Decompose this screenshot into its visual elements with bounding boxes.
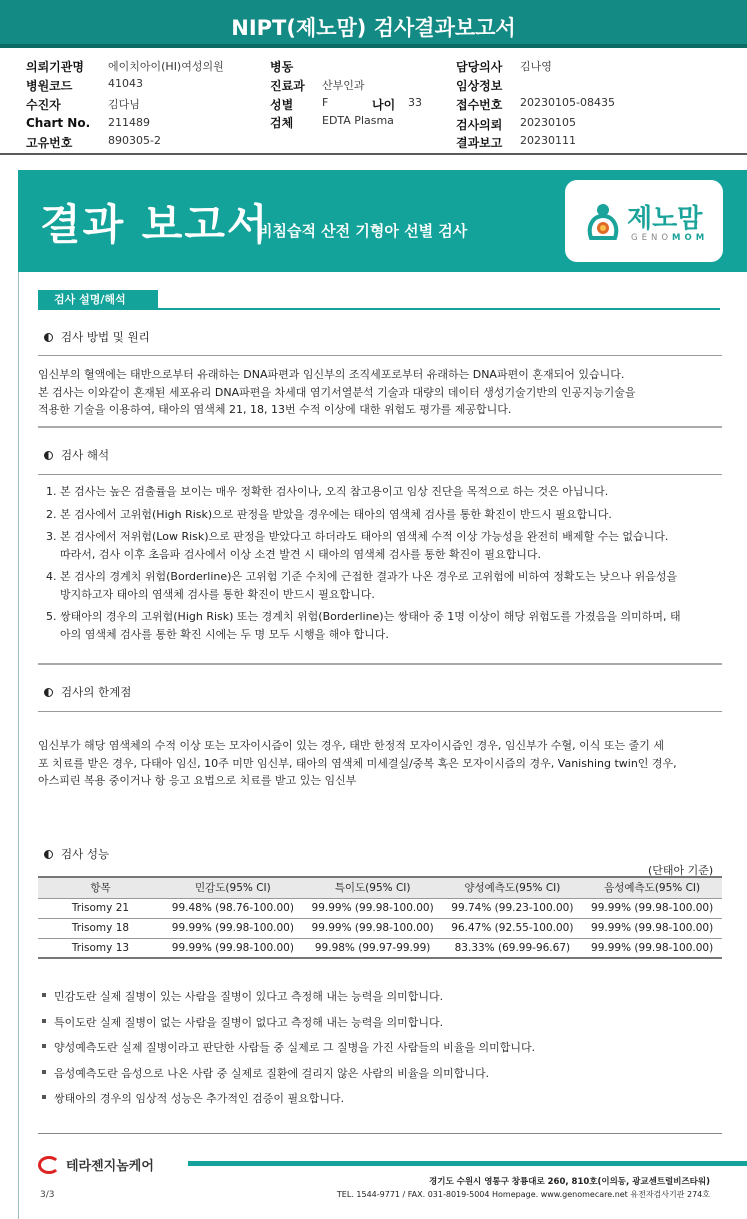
list-item: 양성예측도란 실제 질병이라고 판단한 사람들 중 실제로 그 질병을 가진 사람들의 비율을 의미합니다. bbox=[40, 1039, 720, 1065]
divider bbox=[0, 153, 747, 155]
column-header: 특이도(95% CI) bbox=[303, 877, 443, 898]
list-item: 민감도란 실제 질병이 있는 사람을 질병이 있다고 측정해 내는 능력을 의미합니다. bbox=[40, 988, 720, 1014]
banner-title: 결과 보고서 bbox=[40, 200, 270, 249]
divider bbox=[38, 474, 722, 475]
table-cell: 99.98% (99.97-99.99) bbox=[303, 938, 443, 958]
meta-value: 20230105 bbox=[520, 116, 576, 129]
limits-text: 임신부가 해당 염색체의 수적 이상 또는 모자이시즘이 있는 경우, 태반 한정적 모자이시즘인 경우, 임신부가 수혈, 이식 또는 줄기 세 포 치료를 받은 경우, 다태아 임신, 10주 미만 임신부, 태아의 염색체 미세결실/중복 혹은 모자이시즘의 경우, Vanishing twin인 경우, 아스피린 복용 중이거나 항 응고 요법으로 치료를 받고 있는 임신부 bbox=[38, 739, 677, 787]
g-logo-icon bbox=[38, 1156, 60, 1174]
divider bbox=[38, 663, 722, 665]
meta-label: 검사의뢰 bbox=[456, 118, 503, 132]
table-cell: 99.99% (99.98-100.00) bbox=[303, 918, 443, 938]
table-cell: Trisomy 13 bbox=[38, 938, 163, 958]
divider bbox=[38, 355, 722, 356]
meta-label: 병동 bbox=[270, 60, 294, 74]
section-heading: 검사 방법 및 원리 bbox=[44, 329, 150, 345]
footer-address: 경기도 수원시 영통구 창룡대로 260, 810호(이의동, 광교센트럴비즈타워) bbox=[429, 1177, 710, 1187]
meta-value: 211489 bbox=[108, 116, 150, 129]
meta-value: 김다님 bbox=[108, 98, 140, 111]
meta-value: 산부인과 bbox=[322, 79, 365, 92]
meta-label: 고유번호 bbox=[26, 136, 73, 150]
meta-value: F bbox=[322, 96, 329, 109]
table-cell: 96.47% (92.55-100.00) bbox=[443, 918, 583, 938]
meta-value: 41043 bbox=[108, 77, 143, 90]
list-item: 2. 본 검사에서 고위험(High Risk)으로 판정을 받았을 경우에는 태아의 염색체 검사를 통한 확진이 반드시 필요합니다. bbox=[46, 507, 612, 521]
column-header: 양성예측도(95% CI) bbox=[443, 877, 583, 898]
company-logo: 테라젠지놈케어 bbox=[38, 1155, 154, 1174]
interpretation-list bbox=[46, 483, 722, 648]
list-item: 5. 쌍태아의 경우의 고위험(High Risk) 또는 경계치 위험(Borderline)는 쌍태아 중 1명 이상이 해당 위험도를 가졌음을 의미하며, 태 아의 염색체 검사를 통한 확진 시에는 두 명 모두 시행을 해야 합니다. bbox=[46, 610, 681, 641]
meta-value: 20230105-08435 bbox=[520, 96, 615, 109]
meta-value: 20230111 bbox=[520, 134, 576, 147]
table-cell: 99.99% (99.98-100.00) bbox=[303, 898, 443, 918]
meta-label: 결과보고 bbox=[456, 136, 503, 150]
patient-info bbox=[0, 52, 747, 154]
meta-label: 진료과 bbox=[270, 79, 305, 93]
method-text: 임신부의 혈액에는 태반으로부터 유래하는 DNA파편과 임신부의 조직세포로부터 유래하는 DNA파편이 혼재되어 있습니다. 본 검사는 이와같이 혼재된 세포유리 DNA파편을 차세대 염기서열분석 기술과 대량의 데이터 생성기술기반의 인공지능기술을 적용한 기술을 이용하여, 태아의 염색체 21, 18, 13번 수적 이상에 대한 위험도 평가를 제공합니다. bbox=[38, 368, 636, 416]
notes-list bbox=[40, 988, 720, 1116]
column-header: 음성예측도(95% CI) bbox=[582, 877, 722, 898]
half-circle-icon bbox=[44, 451, 53, 460]
meta-value: EDTA Plasma bbox=[322, 114, 394, 127]
half-circle-icon bbox=[44, 850, 53, 859]
footer-bar bbox=[188, 1161, 747, 1166]
report-title: NIPT(제노맘) 검사결과보고서 bbox=[231, 16, 516, 40]
divider bbox=[38, 426, 722, 428]
meta-label: 접수번호 bbox=[456, 98, 503, 112]
column-header: 민감도(95% CI) bbox=[163, 877, 303, 898]
list-item: 특이도란 실제 질병이 없는 사람을 질병이 없다고 측정해 내는 능력을 의미합니다. bbox=[40, 1014, 720, 1040]
footer-contact: TEL. 1544-9771 / FAX. 031-8019-5004 Homepage. www.genomecare.net 유전자검사기관 274호 bbox=[336, 1190, 710, 1199]
meta-label: 나이 bbox=[372, 98, 396, 112]
divider bbox=[38, 1133, 722, 1134]
banner-subtitle: 비침습적 산전 기형아 선별 검사 bbox=[258, 222, 468, 240]
meta-label: Chart No. bbox=[26, 116, 91, 130]
meta-label: 성별 bbox=[270, 98, 294, 112]
mother-child-icon bbox=[585, 200, 621, 242]
page-number: 3/3 bbox=[40, 1190, 55, 1200]
table-header-row bbox=[38, 877, 722, 898]
divider bbox=[38, 308, 720, 310]
report-title-bar bbox=[0, 0, 747, 48]
meta-label: 수진자 bbox=[26, 98, 61, 112]
meta-label: 임상정보 bbox=[456, 79, 503, 93]
logo-name: 제노맘 bbox=[627, 204, 703, 234]
table-cell: 99.99% (99.98-100.00) bbox=[582, 898, 722, 918]
meta-value: 33 bbox=[408, 96, 422, 109]
table-cell: 99.99% (99.98-100.00) bbox=[163, 938, 303, 958]
half-circle-icon bbox=[44, 333, 53, 342]
performance-table bbox=[38, 876, 722, 959]
table-cell: 99.99% (99.98-100.00) bbox=[163, 918, 303, 938]
table-cell: 99.99% (99.98-100.00) bbox=[582, 938, 722, 958]
table-row bbox=[38, 898, 722, 918]
half-circle-icon bbox=[44, 688, 53, 697]
list-item: 4. 본 검사의 경계치 위험(Borderline)은 고위험 기준 수치에 근접한 결과가 나온 경우로 고위험에 비하여 정확도는 낮으나 위음성을 방지하고자 태아의 염색체 검사를 통한 확진이 반드시 필요합니다. bbox=[46, 570, 678, 601]
meta-value: 890305-2 bbox=[108, 134, 161, 147]
table-row bbox=[38, 938, 722, 958]
section-heading: 검사 해석 bbox=[44, 447, 109, 463]
unit-note: (단태아 기준) bbox=[648, 864, 714, 877]
meta-label: 담당의사 bbox=[456, 60, 503, 74]
table-cell: Trisomy 18 bbox=[38, 918, 163, 938]
divider bbox=[38, 711, 722, 712]
meta-value: 에이치아이(HI)여성의원 bbox=[108, 60, 224, 73]
table-cell: 99.74% (99.23-100.00) bbox=[443, 898, 583, 918]
genomom-logo bbox=[565, 180, 723, 262]
section-tab: 검사 설명/해석 bbox=[38, 290, 158, 310]
table-cell: 99.48% (98.76-100.00) bbox=[163, 898, 303, 918]
meta-label: 병원코드 bbox=[26, 79, 73, 93]
result-banner bbox=[18, 170, 747, 272]
table-cell: 83.33% (69.99-96.67) bbox=[443, 938, 583, 958]
meta-value: 김나영 bbox=[520, 60, 552, 73]
meta-label: 검체 bbox=[270, 116, 294, 130]
meta-label: 의뢰기관명 bbox=[26, 60, 84, 74]
list-item: 3. 본 검사에서 저위험(Low Risk)으로 판정을 받았다고 하더라도 태아의 염색체 수적 이상 가능성을 완전히 배제할 수는 없습니다. 따라서, 검사 이후 초음파 검사에서 이상 소견 발견 시 태아의 염색체 검사를 통한 확진이 필요합니다. bbox=[46, 530, 669, 561]
logo-subtext: GENOMOM bbox=[631, 233, 709, 243]
table-cell: 99.99% (99.98-100.00) bbox=[582, 918, 722, 938]
column-header: 항목 bbox=[38, 877, 163, 898]
section-heading: 검사의 한계점 bbox=[44, 684, 131, 700]
list-item: 음성예측도란 음성으로 나온 사람 중 실제로 질환에 걸리지 않은 사람의 비율을 의미합니다. bbox=[40, 1065, 720, 1091]
list-item: 쌍태아의 경우의 임상적 성능은 추가적인 검증이 필요합니다. bbox=[40, 1090, 720, 1116]
table-cell: Trisomy 21 bbox=[38, 898, 163, 918]
table-row bbox=[38, 918, 722, 938]
section-heading: 검사 성능 bbox=[44, 846, 109, 862]
list-item: 1. 본 검사는 높은 검출률을 보이는 매우 정확한 검사이나, 오직 참고용이고 임상 진단을 목적으로 하는 것은 아닙니다. bbox=[46, 485, 609, 498]
